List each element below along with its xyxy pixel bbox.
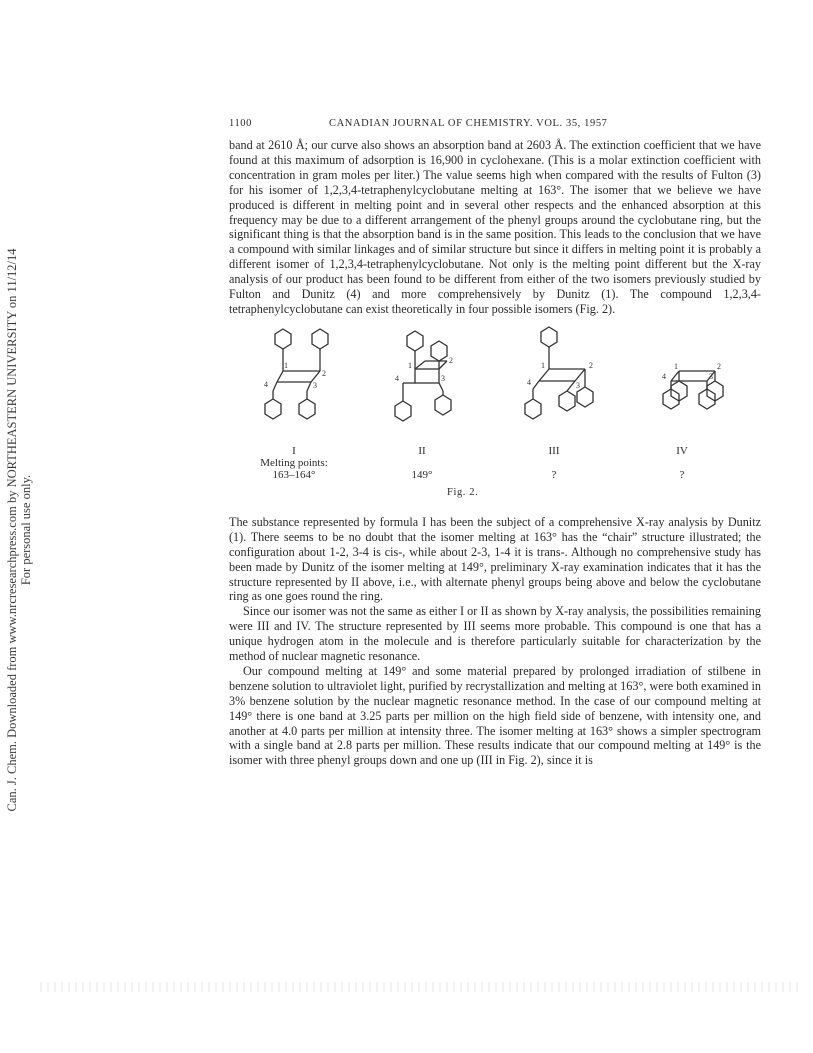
structure-iv [649, 325, 759, 437]
structure-i [255, 325, 355, 437]
atom-1-label: 1 [408, 360, 412, 370]
melting-point-value: ? [679, 468, 685, 481]
melting-point-spacer [367, 457, 477, 469]
atom-1-label: 1 [674, 361, 678, 371]
isomer-numeral: I [292, 444, 296, 457]
isomer-label-iii [499, 445, 609, 481]
download-notice-text [5, 248, 33, 811]
journal-page [229, 118, 761, 768]
structure-ii [393, 325, 493, 437]
melting-point-spacer [627, 457, 737, 469]
atom-4-label: 4 [527, 377, 531, 387]
atom-1-label: 1 [284, 360, 288, 370]
atom-2-label: 2 [589, 360, 593, 370]
isomer-numeral: IV [676, 444, 688, 457]
atom-4-label: 4 [662, 371, 666, 381]
figure-2 [229, 325, 761, 503]
atom-2-label: 2 [717, 361, 721, 371]
download-notice-line1: Can. J. Chem. Downloaded from www.nrcresearchpress.com by NORTHEASTERN UNIVERSITY on 11/12/14 [5, 248, 19, 812]
paragraph-2: The substance represented by formula I has been the subject of a comprehensive X-ray analysis by Dunitz (1). There seems to be no doubt that the isomer melting at 163° has the “chair” structure illustrated; the configuration about 1-2, 3-4 is cis-, while about 2-3, 1-4 it is trans-. Although no comprehensive study has been made by Dunitz of the isomer melting at 149°, preliminary X-ray examination indicates that it has the structure represented by II above, i.e., with alternate phenyl groups being above and below the cyclobutane ring as one goes round the ring. [229, 514, 761, 604]
melting-point-value: 163–164° [272, 468, 316, 481]
structure-iii [521, 325, 631, 437]
melting-points-heading: Melting points: [260, 456, 328, 469]
page-number: 1100 [229, 118, 253, 129]
isomer-label-ii [367, 445, 477, 481]
paragraph-4: Our compound melting at 149° and some material prepared by prolonged irradiation of stilbene in benzene solution to ultraviolet light, purified by recrystallization and melting at 163°, were both examined in 3% benzene solution by the nuclear magnetic resonance method. In the case of our compound melting at 149° there is one band at 3.25 parts per million on the high field side of benzene, with intensity one, and another at 4.0 parts per million at intensity three. The isomer melting at 163° shows a simpler spectrogram with a single band at 2.8 parts per million. These results indicate that our compound melting at 149° is the isomer with three phenyl groups down and one up (III in Fig. 2), since it is [229, 663, 761, 768]
atom-1-label: 1 [541, 360, 545, 370]
atom-3-label: 3 [441, 373, 445, 383]
download-notice-line2: For personal use only. [19, 474, 33, 586]
download-notice [2, 190, 36, 870]
atom-4-label: 4 [395, 373, 399, 383]
isomer-numeral: II [418, 444, 426, 457]
melting-point-value: 149° [411, 468, 433, 481]
paragraph-3: Since our isomer was not the same as either I or II as shown by X-ray analysis, the possibilities remaining were III and IV. The structure represented by III seems more probable. This compound is one that has a unique hydrogen atom in the molecule and is therefore particularly suitable for characterization by the method of nuclear magnetic resonance. [229, 604, 761, 664]
atom-4-label: 4 [264, 379, 268, 389]
journal-title: CANADIAN JOURNAL OF CHEMISTRY. VOL. 35, 1957 [329, 118, 608, 129]
scan-artifact [40, 982, 800, 992]
atom-3-label: 3 [709, 371, 713, 381]
figure-caption: Fig. 2. [447, 486, 479, 498]
isomer-numeral: III [548, 444, 560, 457]
atom-3-label: 3 [576, 380, 580, 390]
paragraph-1: band at 2610 Å; our curve also shows an absorption band at 2603 Å. The extinction coefficient that we have found at this maximum of adsorption is 16,900 in cyclohexane. (This is a molar extinction coefficient with concentration in gram moles per liter.) The value seems high when compared with the results of Fulton (3) for his isomer of 1,2,3,4-tetraphenylcyclobutane melting at 163°. The isomer that we believe we have produced is different in melting point and in several other respects and the enhanced absorption at this frequency may be due to a different arrangement of the phenyl groups around the cyclobutane ring, but the significant thing is that the absorption band is in the same position. This leads to the conclusion that we have a compound with similar linkages and of similar structure but since it differs in melting point it is probably a different isomer of 1,2,3,4-tetraphenylcyclobutane. Not only is the melting point different but the X-ray analysis of our product has been found to be different from either of the two isomers previously studied by Fulton and Dunitz (4) and more comprehensively by Dunitz (1). The compound 1,2,3,4-tetraphenylcyclobutane can exist theoretically in four possible isomers (Fig. 2). [229, 138, 761, 316]
running-header [229, 118, 761, 138]
atom-3-label: 3 [313, 380, 317, 390]
atom-2-label: 2 [449, 355, 453, 365]
melting-point-spacer [499, 457, 609, 469]
isomer-label-i [239, 445, 349, 481]
melting-point-value: ? [551, 468, 557, 481]
atom-2-label: 2 [322, 368, 326, 378]
isomer-label-iv [627, 445, 737, 481]
